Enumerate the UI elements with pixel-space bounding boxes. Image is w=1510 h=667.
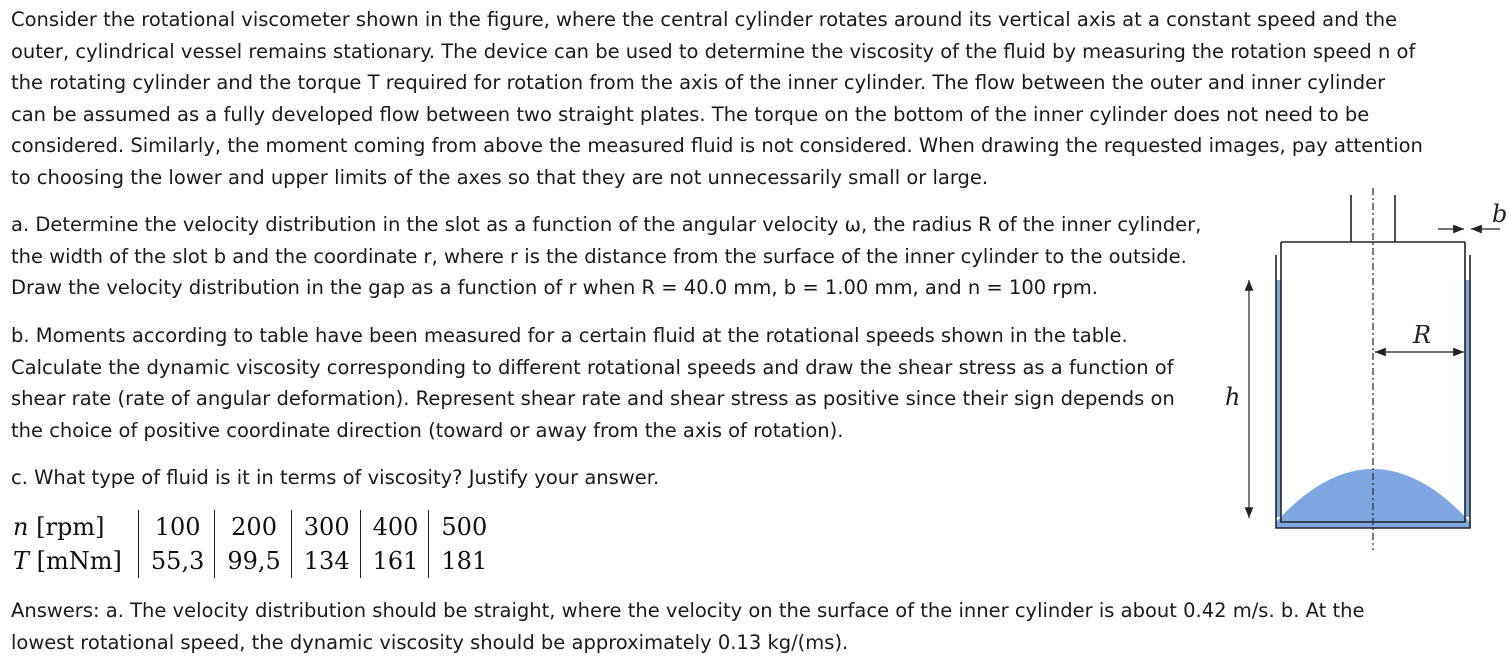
label-b: b <box>1492 200 1508 228</box>
label-R: R <box>1413 321 1432 349</box>
table-cell: 55,3 <box>138 544 214 578</box>
question-b: b. Moments according to table have been measured for a certain fluid at the rotational speeds shown in the table. Calculate the dynamic viscosity corresponding to different rotational speeds and draw the shear stress as a function of shear rate (rate of angular deformation). Represent shear rate and shear stress as positive since their sign depends on the choice of positive coordinate direction (toward or away from the axis of rotation). <box>11 324 1175 442</box>
row-label-speed: n [rpm] <box>13 513 105 541</box>
label-h: h <box>1225 383 1241 411</box>
table-row-speed <box>10 510 497 544</box>
table-cell: 500 <box>429 510 497 544</box>
table-row-torque <box>10 544 497 578</box>
table-cell: 181 <box>429 544 497 578</box>
table-cell: 300 <box>291 510 360 544</box>
row-label-torque: T [mNm] <box>13 547 122 575</box>
measurement-table <box>10 510 497 578</box>
table-cell: 99,5 <box>215 544 291 578</box>
viscometer-diagram <box>1210 180 1510 555</box>
problem-intro: Consider the rotational viscometer shown in the figure, where the central cylinder rotates around its vertical axis at a constant speed and the outer, cylindrical vessel remains stationary. The device can be used to determine the viscosity of the fluid by measuring the rotation speed n of the rotating cylinder and the torque T required for rotation from the axis of the inner cylinder. The flow between the outer and inner cylinder can be assumed as a fully developed flow between two straight plates. The torque on the bottom of the inner cylinder does not need to be considered. Similarly, the moment coming from above the measured fluid is not considered. When drawing the requested images, pay attention to choosing the lower and upper limits of the axes so that they are not unnecessarily small or large. <box>11 8 1423 189</box>
table-cell: 100 <box>138 510 214 544</box>
table-cell: 200 <box>215 510 291 544</box>
table-cell: 400 <box>360 510 429 544</box>
answers-text: Answers: a. The velocity distribution should be straight, where the velocity on the surface of the inner cylinder is about 0.42 m/s. b. At the lowest rotational speed, the dynamic viscosity should be approximately 0.13 kg/(ms). <box>11 599 1365 654</box>
question-a: a. Determine the velocity distribution in the slot as a function of the angular velocity ω, the radius R of the inner cylinder, the width of the slot b and the coordinate r, where r is the distance from the surface of the inner cylinder to the outside. Draw the velocity distribution in the gap as a function of r when R = 40.0 mm, b = 1.00 mm, and n = 100 rpm. <box>11 213 1202 299</box>
question-c: c. What type of fluid is it in terms of viscosity? Justify your answer. <box>11 466 660 489</box>
table-cell: 134 <box>291 544 360 578</box>
table-cell: 161 <box>360 544 429 578</box>
